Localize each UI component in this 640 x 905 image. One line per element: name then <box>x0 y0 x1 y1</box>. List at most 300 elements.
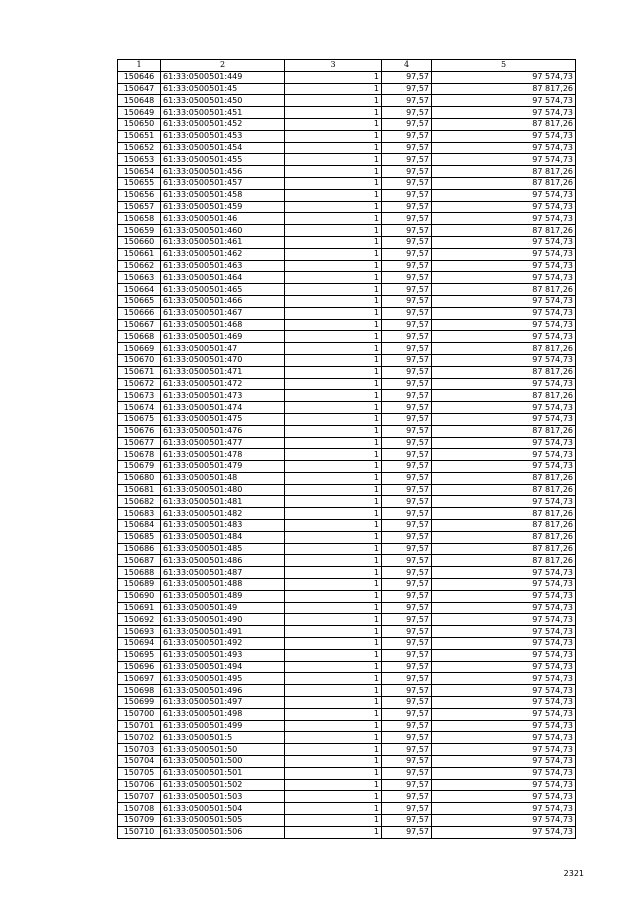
value-cell: 97 574,73 <box>432 626 576 638</box>
table-row <box>118 225 576 237</box>
value-cell: 97 574,73 <box>432 402 576 414</box>
rate-cell: 97,57 <box>382 166 432 178</box>
value-cell: 97 574,73 <box>432 708 576 720</box>
row-id-cell: 150710 <box>118 826 161 838</box>
value-cell: 97 574,73 <box>432 732 576 744</box>
value-cell: 97 574,73 <box>432 826 576 838</box>
cadastral-number-cell: 61:33:0500501:491 <box>161 626 285 638</box>
row-id-cell: 150658 <box>118 213 161 225</box>
row-id-cell: 150697 <box>118 673 161 685</box>
rate-cell: 97,57 <box>382 826 432 838</box>
rate-cell: 97,57 <box>382 354 432 366</box>
rate-cell: 97,57 <box>382 767 432 779</box>
table-row <box>118 390 576 402</box>
row-id-cell: 150681 <box>118 484 161 496</box>
quantity-cell: 1 <box>285 307 382 319</box>
rate-cell: 97,57 <box>382 366 432 378</box>
value-cell: 97 574,73 <box>432 461 576 473</box>
rate-cell: 97,57 <box>382 189 432 201</box>
rate-cell: 97,57 <box>382 484 432 496</box>
rate-cell: 97,57 <box>382 626 432 638</box>
value-cell: 97 574,73 <box>432 213 576 225</box>
cadastral-number-cell: 61:33:0500501:467 <box>161 307 285 319</box>
quantity-cell: 1 <box>285 614 382 626</box>
row-id-cell: 150694 <box>118 638 161 650</box>
value-cell: 97 574,73 <box>432 319 576 331</box>
quantity-cell: 1 <box>285 767 382 779</box>
cadastral-number-cell: 61:33:0500501:46 <box>161 213 285 225</box>
quantity-cell: 1 <box>285 354 382 366</box>
rate-cell: 97,57 <box>382 543 432 555</box>
table-row <box>118 484 576 496</box>
rate-cell: 97,57 <box>382 531 432 543</box>
quantity-cell: 1 <box>285 791 382 803</box>
quantity-cell: 1 <box>285 508 382 520</box>
value-cell: 97 574,73 <box>432 248 576 260</box>
value-cell: 87 817,26 <box>432 484 576 496</box>
quantity-cell: 1 <box>285 390 382 402</box>
table-row <box>118 579 576 591</box>
quantity-cell: 1 <box>285 779 382 791</box>
cadastral-number-cell: 61:33:0500501:460 <box>161 225 285 237</box>
rate-cell: 97,57 <box>382 425 432 437</box>
cadastral-number-cell: 61:33:0500501:488 <box>161 579 285 591</box>
quantity-cell: 1 <box>285 732 382 744</box>
value-cell: 97 574,73 <box>432 154 576 166</box>
table-row <box>118 118 576 130</box>
cadastral-number-cell: 61:33:0500501:484 <box>161 531 285 543</box>
row-id-cell: 150693 <box>118 626 161 638</box>
rate-cell: 97,57 <box>382 390 432 402</box>
row-id-cell: 150692 <box>118 614 161 626</box>
value-cell: 97 574,73 <box>432 201 576 213</box>
value-cell: 87 817,26 <box>432 390 576 402</box>
row-id-cell: 150650 <box>118 118 161 130</box>
row-id-cell: 150686 <box>118 543 161 555</box>
quantity-cell: 1 <box>285 638 382 650</box>
quantity-cell: 1 <box>285 107 382 119</box>
row-id-cell: 150670 <box>118 354 161 366</box>
quantity-cell: 1 <box>285 720 382 732</box>
header-col-1: 1 <box>118 60 161 72</box>
rate-cell: 97,57 <box>382 343 432 355</box>
rate-cell: 97,57 <box>382 472 432 484</box>
table-row <box>118 189 576 201</box>
table-row <box>118 142 576 154</box>
rate-cell: 97,57 <box>382 437 432 449</box>
table-row <box>118 685 576 697</box>
rate-cell: 97,57 <box>382 673 432 685</box>
value-cell: 97 574,73 <box>432 756 576 768</box>
row-id-cell: 150653 <box>118 154 161 166</box>
rate-cell: 97,57 <box>382 378 432 390</box>
cadastral-number-cell: 61:33:0500501:470 <box>161 354 285 366</box>
table-row <box>118 425 576 437</box>
value-cell: 87 817,26 <box>432 555 576 567</box>
rate-cell: 97,57 <box>382 496 432 508</box>
rate-cell: 97,57 <box>382 567 432 579</box>
row-id-cell: 150654 <box>118 166 161 178</box>
cadastral-number-cell: 61:33:0500501:464 <box>161 272 285 284</box>
cadastral-number-cell: 61:33:0500501:462 <box>161 248 285 260</box>
table-row <box>118 708 576 720</box>
row-id-cell: 150702 <box>118 732 161 744</box>
table-row <box>118 260 576 272</box>
rate-cell: 97,57 <box>382 236 432 248</box>
quantity-cell: 1 <box>285 449 382 461</box>
cadastral-number-cell: 61:33:0500501:497 <box>161 697 285 709</box>
row-id-cell: 150689 <box>118 579 161 591</box>
rate-cell: 97,57 <box>382 201 432 213</box>
table-body <box>118 71 576 838</box>
quantity-cell: 1 <box>285 531 382 543</box>
row-id-cell: 150701 <box>118 720 161 732</box>
row-id-cell: 150671 <box>118 366 161 378</box>
row-id-cell: 150677 <box>118 437 161 449</box>
cadastral-number-cell: 61:33:0500501:478 <box>161 449 285 461</box>
quantity-cell: 1 <box>285 154 382 166</box>
quantity-cell: 1 <box>285 402 382 414</box>
value-cell: 97 574,73 <box>432 437 576 449</box>
cadastral-number-cell: 61:33:0500501:459 <box>161 201 285 213</box>
cadastral-number-cell: 61:33:0500501:501 <box>161 767 285 779</box>
cadastral-number-cell: 61:33:0500501:5 <box>161 732 285 744</box>
row-id-cell: 150657 <box>118 201 161 213</box>
quantity-cell: 1 <box>285 236 382 248</box>
cadastral-number-cell: 61:33:0500501:474 <box>161 402 285 414</box>
value-cell: 97 574,73 <box>432 130 576 142</box>
value-cell: 87 817,26 <box>432 520 576 532</box>
rate-cell: 97,57 <box>382 154 432 166</box>
cadastral-number-cell: 61:33:0500501:469 <box>161 331 285 343</box>
row-id-cell: 150708 <box>118 803 161 815</box>
row-id-cell: 150688 <box>118 567 161 579</box>
table-row <box>118 791 576 803</box>
row-id-cell: 150699 <box>118 697 161 709</box>
cadastral-number-cell: 61:33:0500501:498 <box>161 708 285 720</box>
row-id-cell: 150662 <box>118 260 161 272</box>
cadastral-number-cell: 61:33:0500501:471 <box>161 366 285 378</box>
table-header <box>118 60 576 72</box>
quantity-cell: 1 <box>285 201 382 213</box>
quantity-cell: 1 <box>285 295 382 307</box>
quantity-cell: 1 <box>285 579 382 591</box>
row-id-cell: 150665 <box>118 295 161 307</box>
value-cell: 97 574,73 <box>432 413 576 425</box>
table-row <box>118 437 576 449</box>
cadastral-number-cell: 61:33:0500501:457 <box>161 177 285 189</box>
value-cell: 97 574,73 <box>432 449 576 461</box>
table-row <box>118 673 576 685</box>
value-cell: 97 574,73 <box>432 307 576 319</box>
table-row <box>118 767 576 779</box>
quantity-cell: 1 <box>285 248 382 260</box>
table-row <box>118 531 576 543</box>
quantity-cell: 1 <box>285 697 382 709</box>
table-row <box>118 638 576 650</box>
quantity-cell: 1 <box>285 496 382 508</box>
value-cell: 97 574,73 <box>432 791 576 803</box>
rate-cell: 97,57 <box>382 579 432 591</box>
row-id-cell: 150707 <box>118 791 161 803</box>
row-id-cell: 150695 <box>118 649 161 661</box>
table-row <box>118 354 576 366</box>
row-id-cell: 150687 <box>118 555 161 567</box>
row-id-cell: 150682 <box>118 496 161 508</box>
cadastral-number-cell: 61:33:0500501:50 <box>161 744 285 756</box>
quantity-cell: 1 <box>285 213 382 225</box>
data-table <box>117 59 576 839</box>
row-id-cell: 150678 <box>118 449 161 461</box>
rate-cell: 97,57 <box>382 461 432 473</box>
rate-cell: 97,57 <box>382 449 432 461</box>
quantity-cell: 1 <box>285 260 382 272</box>
row-id-cell: 150706 <box>118 779 161 791</box>
row-id-cell: 150647 <box>118 83 161 95</box>
rate-cell: 97,57 <box>382 602 432 614</box>
value-cell: 97 574,73 <box>432 189 576 201</box>
value-cell: 97 574,73 <box>432 803 576 815</box>
cadastral-number-cell: 61:33:0500501:456 <box>161 166 285 178</box>
value-cell: 97 574,73 <box>432 567 576 579</box>
cadastral-number-cell: 61:33:0500501:479 <box>161 461 285 473</box>
table-row <box>118 649 576 661</box>
quantity-cell: 1 <box>285 555 382 567</box>
quantity-cell: 1 <box>285 177 382 189</box>
value-cell: 87 817,26 <box>432 425 576 437</box>
quantity-cell: 1 <box>285 626 382 638</box>
row-id-cell: 150696 <box>118 661 161 673</box>
cadastral-number-cell: 61:33:0500501:452 <box>161 118 285 130</box>
row-id-cell: 150646 <box>118 71 161 83</box>
row-id-cell: 150666 <box>118 307 161 319</box>
rate-cell: 97,57 <box>382 720 432 732</box>
value-cell: 87 817,26 <box>432 166 576 178</box>
value-cell: 87 817,26 <box>432 177 576 189</box>
cadastral-number-cell: 61:33:0500501:465 <box>161 284 285 296</box>
quantity-cell: 1 <box>285 366 382 378</box>
table-row <box>118 307 576 319</box>
quantity-cell: 1 <box>285 343 382 355</box>
table-row <box>118 166 576 178</box>
rate-cell: 97,57 <box>382 756 432 768</box>
rate-cell: 97,57 <box>382 803 432 815</box>
cadastral-number-cell: 61:33:0500501:489 <box>161 590 285 602</box>
quantity-cell: 1 <box>285 378 382 390</box>
table-row <box>118 95 576 107</box>
quantity-cell: 1 <box>285 744 382 756</box>
cadastral-number-cell: 61:33:0500501:47 <box>161 343 285 355</box>
cadastral-number-cell: 61:33:0500501:502 <box>161 779 285 791</box>
rate-cell: 97,57 <box>382 307 432 319</box>
quantity-cell: 1 <box>285 71 382 83</box>
cadastral-number-cell: 61:33:0500501:48 <box>161 472 285 484</box>
value-cell: 97 574,73 <box>432 378 576 390</box>
rate-cell: 97,57 <box>382 331 432 343</box>
value-cell: 87 817,26 <box>432 284 576 296</box>
value-cell: 97 574,73 <box>432 602 576 614</box>
quantity-cell: 1 <box>285 543 382 555</box>
value-cell: 87 817,26 <box>432 531 576 543</box>
row-id-cell: 150700 <box>118 708 161 720</box>
row-id-cell: 150661 <box>118 248 161 260</box>
table-row <box>118 213 576 225</box>
cadastral-number-cell: 61:33:0500501:458 <box>161 189 285 201</box>
value-cell: 97 574,73 <box>432 590 576 602</box>
header-row <box>118 60 576 72</box>
table-row <box>118 154 576 166</box>
quantity-cell: 1 <box>285 83 382 95</box>
cadastral-number-cell: 61:33:0500501:499 <box>161 720 285 732</box>
cadastral-number-cell: 61:33:0500501:475 <box>161 413 285 425</box>
quantity-cell: 1 <box>285 425 382 437</box>
rate-cell: 97,57 <box>382 815 432 827</box>
row-id-cell: 150672 <box>118 378 161 390</box>
cadastral-number-cell: 61:33:0500501:500 <box>161 756 285 768</box>
value-cell: 97 574,73 <box>432 815 576 827</box>
row-id-cell: 150667 <box>118 319 161 331</box>
row-id-cell: 150656 <box>118 189 161 201</box>
row-id-cell: 150648 <box>118 95 161 107</box>
rate-cell: 97,57 <box>382 177 432 189</box>
value-cell: 97 574,73 <box>432 638 576 650</box>
cadastral-number-cell: 61:33:0500501:490 <box>161 614 285 626</box>
rate-cell: 97,57 <box>382 732 432 744</box>
cadastral-number-cell: 61:33:0500501:476 <box>161 425 285 437</box>
table-row <box>118 107 576 119</box>
rate-cell: 97,57 <box>382 744 432 756</box>
table-row <box>118 567 576 579</box>
cadastral-number-cell: 61:33:0500501:49 <box>161 602 285 614</box>
table-row <box>118 614 576 626</box>
table-row <box>118 626 576 638</box>
cadastral-number-cell: 61:33:0500501:506 <box>161 826 285 838</box>
quantity-cell: 1 <box>285 130 382 142</box>
cadastral-number-cell: 61:33:0500501:450 <box>161 95 285 107</box>
quantity-cell: 1 <box>285 685 382 697</box>
table-row <box>118 826 576 838</box>
quantity-cell: 1 <box>285 567 382 579</box>
table-row <box>118 343 576 355</box>
row-id-cell: 150684 <box>118 520 161 532</box>
quantity-cell: 1 <box>285 437 382 449</box>
rate-cell: 97,57 <box>382 83 432 95</box>
quantity-cell: 1 <box>285 118 382 130</box>
cadastral-number-cell: 61:33:0500501:481 <box>161 496 285 508</box>
table-row <box>118 720 576 732</box>
rate-cell: 97,57 <box>382 130 432 142</box>
table-row <box>118 331 576 343</box>
row-id-cell: 150683 <box>118 508 161 520</box>
cadastral-number-cell: 61:33:0500501:463 <box>161 260 285 272</box>
rate-cell: 97,57 <box>382 272 432 284</box>
quantity-cell: 1 <box>285 331 382 343</box>
rate-cell: 97,57 <box>382 71 432 83</box>
table-row <box>118 803 576 815</box>
quantity-cell: 1 <box>285 142 382 154</box>
rate-cell: 97,57 <box>382 779 432 791</box>
table-row <box>118 661 576 673</box>
cadastral-number-cell: 61:33:0500501:494 <box>161 661 285 673</box>
cadastral-number-cell: 61:33:0500501:473 <box>161 390 285 402</box>
quantity-cell: 1 <box>285 484 382 496</box>
table-row <box>118 83 576 95</box>
cadastral-number-cell: 61:33:0500501:486 <box>161 555 285 567</box>
value-cell: 97 574,73 <box>432 673 576 685</box>
value-cell: 97 574,73 <box>432 579 576 591</box>
table-row <box>118 236 576 248</box>
row-id-cell: 150652 <box>118 142 161 154</box>
quantity-cell: 1 <box>285 649 382 661</box>
value-cell: 97 574,73 <box>432 71 576 83</box>
rate-cell: 97,57 <box>382 708 432 720</box>
row-id-cell: 150680 <box>118 472 161 484</box>
value-cell: 87 817,26 <box>432 343 576 355</box>
table-row <box>118 520 576 532</box>
row-id-cell: 150649 <box>118 107 161 119</box>
value-cell: 97 574,73 <box>432 142 576 154</box>
table-row <box>118 756 576 768</box>
rate-cell: 97,57 <box>382 107 432 119</box>
cadastral-number-cell: 61:33:0500501:45 <box>161 83 285 95</box>
table-row <box>118 248 576 260</box>
table-row <box>118 402 576 414</box>
header-col-4: 4 <box>382 60 432 72</box>
cadastral-number-cell: 61:33:0500501:451 <box>161 107 285 119</box>
quantity-cell: 1 <box>285 815 382 827</box>
table-row <box>118 555 576 567</box>
table-row <box>118 413 576 425</box>
quantity-cell: 1 <box>285 166 382 178</box>
row-id-cell: 150691 <box>118 602 161 614</box>
table-row <box>118 732 576 744</box>
table-row <box>118 590 576 602</box>
table-row <box>118 697 576 709</box>
rate-cell: 97,57 <box>382 319 432 331</box>
row-id-cell: 150705 <box>118 767 161 779</box>
rate-cell: 97,57 <box>382 614 432 626</box>
value-cell: 97 574,73 <box>432 697 576 709</box>
value-cell: 97 574,73 <box>432 107 576 119</box>
table-row <box>118 284 576 296</box>
rate-cell: 97,57 <box>382 284 432 296</box>
rate-cell: 97,57 <box>382 142 432 154</box>
rate-cell: 97,57 <box>382 697 432 709</box>
rate-cell: 97,57 <box>382 791 432 803</box>
table-row <box>118 295 576 307</box>
table-row <box>118 779 576 791</box>
rate-cell: 97,57 <box>382 520 432 532</box>
value-cell: 87 817,26 <box>432 472 576 484</box>
table-row <box>118 71 576 83</box>
quantity-cell: 1 <box>285 95 382 107</box>
value-cell: 87 817,26 <box>432 508 576 520</box>
row-id-cell: 150685 <box>118 531 161 543</box>
row-id-cell: 150674 <box>118 402 161 414</box>
rate-cell: 97,57 <box>382 225 432 237</box>
cadastral-number-cell: 61:33:0500501:468 <box>161 319 285 331</box>
cadastral-number-cell: 61:33:0500501:495 <box>161 673 285 685</box>
cadastral-number-cell: 61:33:0500501:483 <box>161 520 285 532</box>
row-id-cell: 150679 <box>118 461 161 473</box>
row-id-cell: 150673 <box>118 390 161 402</box>
row-id-cell: 150660 <box>118 236 161 248</box>
cadastral-number-cell: 61:33:0500501:449 <box>161 71 285 83</box>
rate-cell: 97,57 <box>382 260 432 272</box>
cadastral-number-cell: 61:33:0500501:480 <box>161 484 285 496</box>
rate-cell: 97,57 <box>382 590 432 602</box>
quantity-cell: 1 <box>285 225 382 237</box>
